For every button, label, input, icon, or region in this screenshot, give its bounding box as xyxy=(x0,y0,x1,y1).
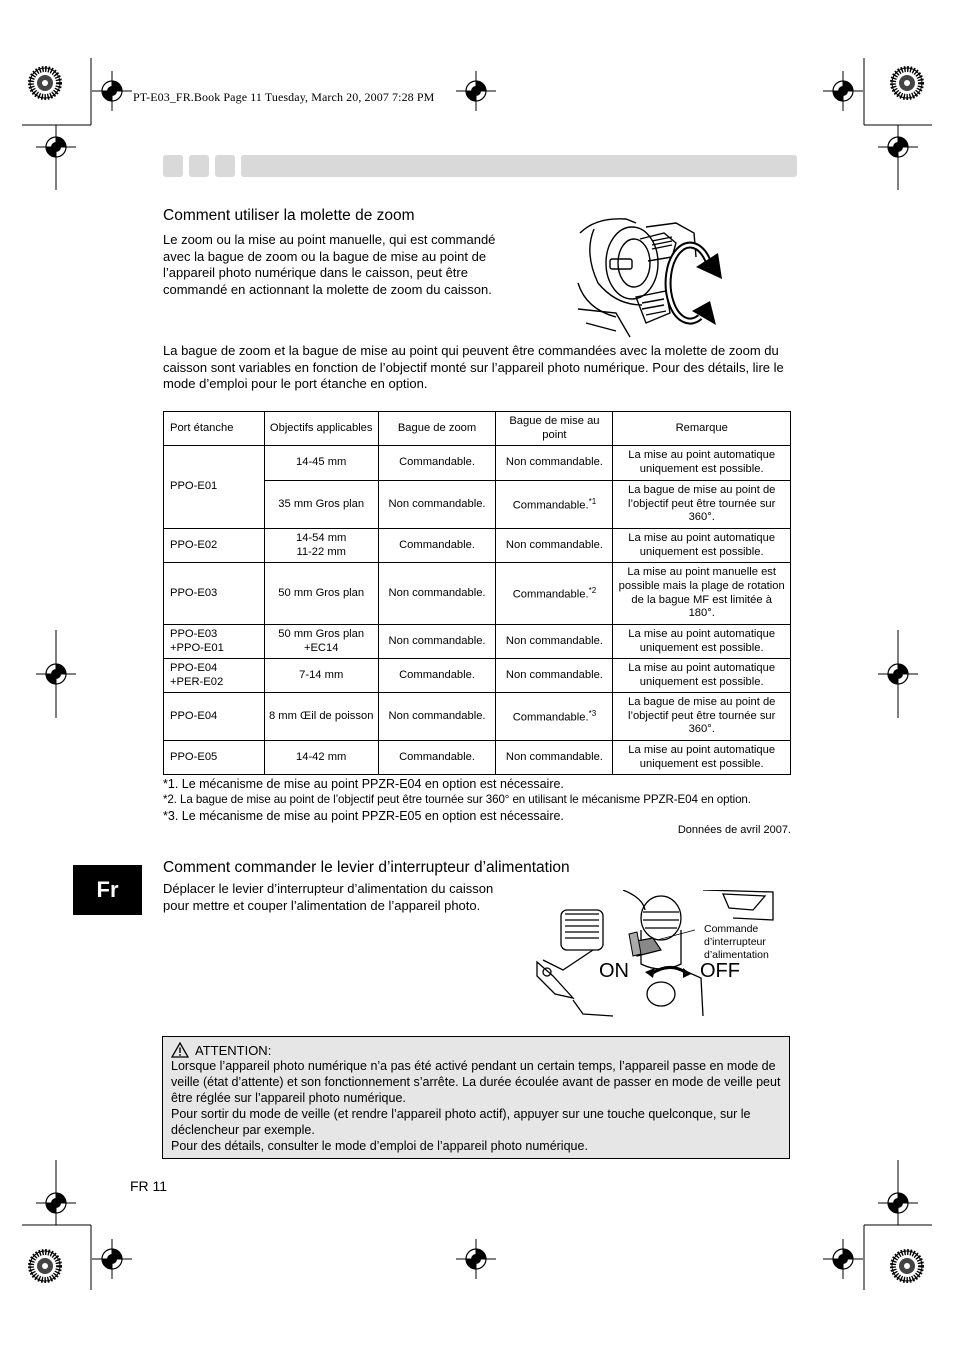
table-cell: Commandable.$^{*1}$ xyxy=(496,481,613,529)
table-cell: Commandable. xyxy=(378,446,496,481)
table-cell: 7-14 mm xyxy=(264,659,378,693)
attention-paragraph: Lorsque l’appareil photo numérique n’a pas été activé pendant un certain temps, l’appareil passe en mode de veille (état d’attente) et son fonctionnement s’arrête. La durée écoulée avant de passer en mode de veille peut être réglée sur l’appareil photo numérique. xyxy=(171,1059,781,1105)
table-cell: La mise au point automatique uniquement est possible. xyxy=(613,625,791,659)
table-row xyxy=(164,625,791,659)
section-title-power-lever: Comment commander le levier d’interrupteur d’alimentation xyxy=(163,859,570,876)
table-cell: 50 mm Gros plan +EC14 xyxy=(264,625,378,659)
table-cell: Non commandable. xyxy=(496,625,613,659)
table-header-row xyxy=(164,412,791,446)
table-cell: Commandable. xyxy=(378,529,496,563)
table-cell: La mise au point manuelle est possible mais la plage de rotation de la bague MF est limitée à 180°. xyxy=(613,563,791,625)
zoom-dial-illustration xyxy=(576,213,740,339)
table-cell: Non commandable. xyxy=(496,446,613,481)
power-lever-intro: Déplacer le levier d’interrupteur d’alimentation du caisson pour mettre et couper l’alimentation de l’appareil photo. xyxy=(163,881,494,913)
table-header-cell: Remarque xyxy=(613,412,791,446)
table-cell: PPO-E02 xyxy=(164,529,265,563)
zoom-description-paragraph: La bague de zoom et la bague de mise au point qui peuvent être commandées avec la molette de zoom du caisson sont variables en fonction de l’objectif monté sur l’appareil photo numérique. Pour des détails, lire le mode d’emploi pour le port étanche en option. xyxy=(163,343,784,392)
warning-icon xyxy=(171,1042,189,1058)
table-cell: PPO-E04 +PER-E02 xyxy=(164,659,265,693)
attention-paragraph: Pour des détails, consulter le mode d’emploi de l’appareil photo numérique. xyxy=(171,1139,588,1153)
table-cell: Non commandable. xyxy=(496,659,613,693)
table-header-cell: Bague de mise au point xyxy=(496,412,613,446)
table-cell: 50 mm Gros plan xyxy=(264,563,378,625)
table-row xyxy=(164,446,791,481)
table-cell: PPO-E04 xyxy=(164,693,265,741)
power-switch-callout: Commande d’interrupteur d’alimentation xyxy=(704,923,769,961)
print-header: PT-E03_FR.Book Page 11 Tuesday, March 20, 2007 7:28 PM xyxy=(133,90,435,104)
table-cell: Non commandable. xyxy=(496,741,613,775)
table-cell: PPO-E03 xyxy=(164,563,265,625)
table-cell: PPO-E01 xyxy=(164,446,265,529)
table-row xyxy=(164,659,791,693)
table-cell: La mise au point automatique uniquement est possible. xyxy=(613,659,791,693)
table-cell: La bague de mise au point de l’objectif peut être tournée sur 360°. xyxy=(613,481,791,529)
page-number: FR 11 xyxy=(130,1178,168,1194)
attention-header xyxy=(171,1042,781,1058)
attention-box xyxy=(162,1036,790,1159)
zoom-intro-text: Le zoom ou la mise au point manuelle, qui est commandé avec la bague de zoom ou la bague de mise au point de l’appareil photo numérique dans le caisson, peut être commandé en actionnant la molette de zoom du caisson. xyxy=(163,232,496,297)
compatibility-table xyxy=(163,411,791,775)
table-cell: Non commandable. xyxy=(378,625,496,659)
table-cell: 8 mm Œil de poisson xyxy=(264,693,378,741)
table-cell: Non commandable. xyxy=(378,563,496,625)
table-cell: PPO-E03 +PPO-E01 xyxy=(164,625,265,659)
table-cell: Commandable.$^{*3}$ xyxy=(496,693,613,741)
table-cell: PPO-E05 xyxy=(164,741,265,775)
attention-paragraph: Pour sortir du mode de veille (et rendre l’appareil photo actif), appuyer sur une touche quelconque, sur le déclencheur par exemple. xyxy=(171,1107,751,1137)
table-cell: La mise au point automatique uniquement est possible. xyxy=(613,446,791,481)
section-header-bar xyxy=(163,155,797,177)
table-cell: Non commandable. xyxy=(378,693,496,741)
table-cell: La bague de mise au point de l’objectif peut être tournée sur 360°. xyxy=(613,693,791,741)
table-cell: 14-42 mm xyxy=(264,741,378,775)
table-cell: Commandable. xyxy=(378,741,496,775)
table-header-cell: Objectifs applicables xyxy=(264,412,378,446)
table-cell: La mise au point automatique uniquement est possible. xyxy=(613,741,791,775)
table-cell: 14-54 mm 11-22 mm xyxy=(264,529,378,563)
table-row xyxy=(164,563,791,625)
table-row xyxy=(164,529,791,563)
footnote-2: *2. La bague de mise au point de l’objectif peut être tournée sur 360° en utilisant le mécanisme PPZR-E04 en option. xyxy=(163,793,751,806)
footnote-1: *1. Le mécanisme de mise au point PPZR-E04 en option est nécessaire. xyxy=(163,777,564,791)
table-cell: Non commandable. xyxy=(378,481,496,529)
table-cell: Commandable. xyxy=(378,659,496,693)
data-date-note: Données de avril 2007. xyxy=(677,824,791,836)
section-title-zoom: Comment utiliser la molette de zoom xyxy=(163,207,415,224)
table-cell: 14-45 mm xyxy=(264,446,378,481)
table-cell: La mise au point automatique uniquement est possible. xyxy=(613,529,791,563)
table-header-cell: Bague de zoom xyxy=(378,412,496,446)
footnote-3: *3. Le mécanisme de mise au point PPZR-E05 en option est nécessaire. xyxy=(163,809,564,823)
off-label: OFF xyxy=(700,960,740,982)
table-row xyxy=(164,693,791,741)
table-row xyxy=(164,741,791,775)
language-tab: Fr xyxy=(73,865,142,915)
table-cell: Commandable.$^{*2}$ xyxy=(496,563,613,625)
on-label: ON xyxy=(599,960,629,982)
table-cell: 35 mm Gros plan xyxy=(264,481,378,529)
table-header-cell: Port étanche xyxy=(164,412,265,446)
table-cell: Non commandable. xyxy=(496,529,613,563)
attention-title: ATTENTION: xyxy=(195,1042,272,1058)
